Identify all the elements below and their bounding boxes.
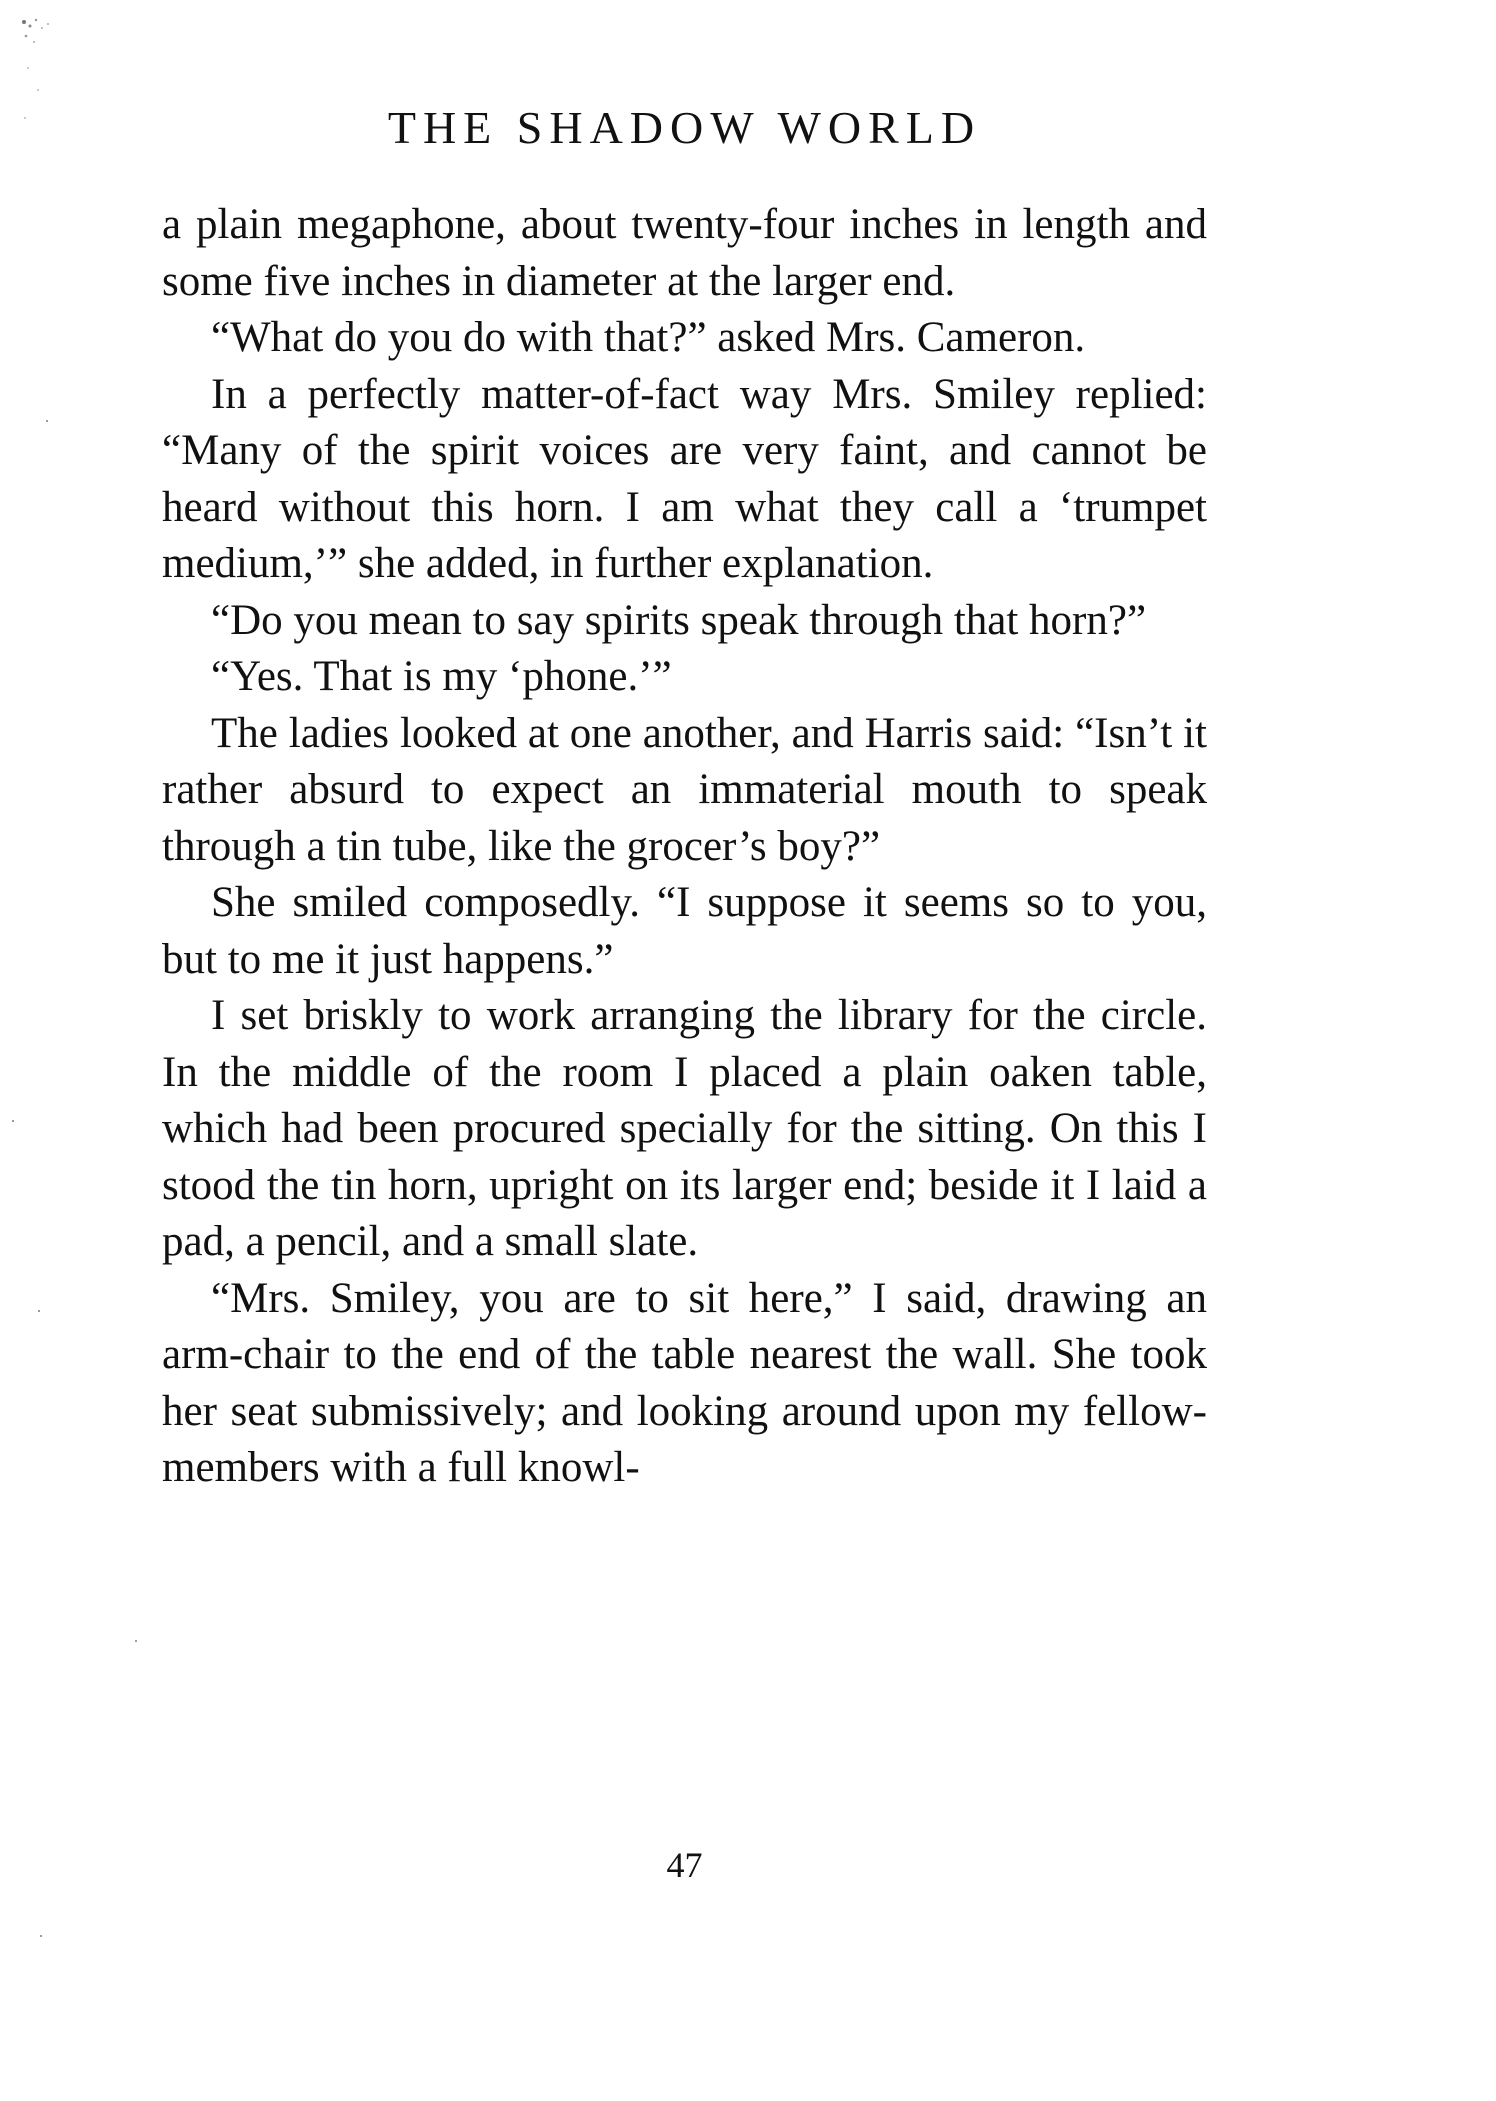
paragraph: The ladies looked at one another, and Harris said: “Isn’t it rather absurd to expect an immaterial mouth to speak through a tin tube, like the grocer’s boy?” <box>162 709 1207 870</box>
margin-mark <box>135 1640 137 1642</box>
margin-mark <box>38 1310 40 1312</box>
running-title: THE SHADOW WORLD <box>387 102 982 153</box>
margin-mark <box>46 420 48 422</box>
margin-mark <box>12 1120 14 1122</box>
margin-mark <box>40 1935 42 1937</box>
paragraph: “Do you mean to say spirits speak through that horn?” <box>211 596 1147 644</box>
page-number: 47 <box>666 1845 703 1885</box>
paragraph: “What do you do with that?” asked Mrs. Cameron. <box>211 314 1086 361</box>
paragraph: “Yes. That is my ‘phone.’” <box>211 653 672 700</box>
paragraph: I set briskly to work arranging the library for the circle. In the middle of the room I placed a plain oaken table, which had been procured specially for the sitting. On this I stood the tin horn, upright on its larger end; beside it I laid a pad, a pencil, and a small slate. <box>162 992 1207 1265</box>
paragraph: She smiled composedly. “I suppose it seems so to you, but to me it just happens.” <box>162 879 1207 983</box>
paragraph: a plain megaphone, about twenty-four inches in length and some five inches in diameter at the larger end. <box>162 201 1207 305</box>
paragraph: “Mrs. Smiley, you are to sit here,” I said, drawing an arm-chair to the end of the table nearest the wall. She took her seat submissively; and looking around upon my fellow-members with a full knowl- <box>162 1274 1207 1491</box>
scan-specks <box>16 8 106 148</box>
text-body <box>162 197 1207 1497</box>
paragraph: In a perfectly matter-of-fact way Mrs. Smiley replied: “Many of the spirit voices are very faint, and cannot be heard without this horn. I am what they call a ‘trumpet medium,’” she added, in further explanation. <box>162 370 1207 587</box>
